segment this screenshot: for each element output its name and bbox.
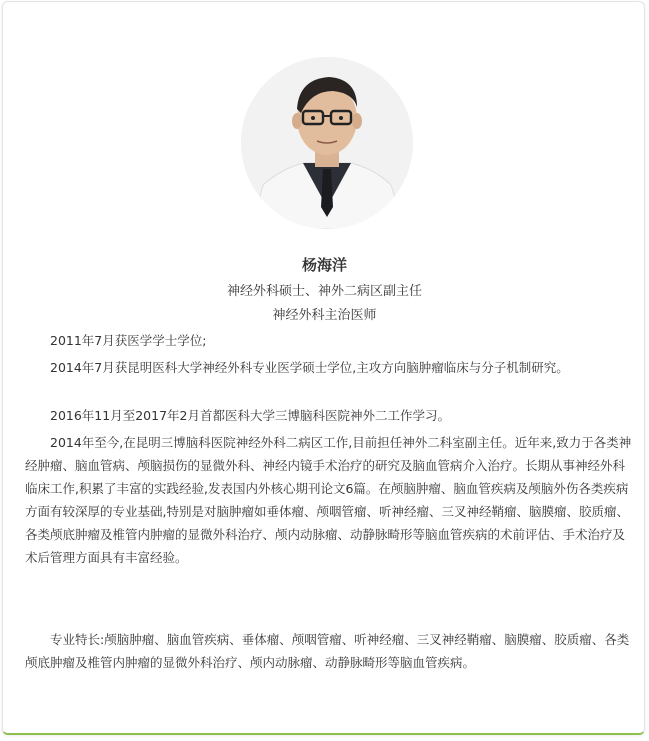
bio-paragraph-training: 2016年11月至2017年2月首都医科大学三博脑科医院神外二工作学习。	[50, 408, 450, 423]
doctor-title-primary: 神经外科硕士、神外二病区副主任	[226, 284, 422, 299]
doctor-title-secondary: 神经外科主治医师	[272, 308, 377, 323]
bio-paragraph-education-master: 2014年7月获昆明医科大学神经外科专业医学硕士学位,主攻方向脑肿瘤临床与分子机制研究。	[50, 360, 569, 375]
doctor-name: 杨海洋	[301, 256, 347, 274]
bio-paragraph-education-bachelor: 2011年7月获医学学士学位;	[50, 333, 207, 348]
doctor-photo	[241, 57, 413, 229]
bio-paragraph-specialty: 专业特长:颅脑肿瘤、脑血管疾病、垂体瘤、颅咽管瘤、听神经瘤、三叉神经鞘瘤、脑膜瘤、胶质瘤、各类颅底肿瘤及椎管内肿瘤的显微外科治疗、颅内动脉瘤、动静脉畸形等脑血管疾病。	[25, 632, 630, 670]
bio-paragraph-career: 2014年至今,在昆明三博脑科医院神经外科二病区工作,目前担任神外二科室副主任。近年来,致力于各类神经肿瘤、脑血管病、颅脑损伤的显微外科、神经内镜手术治疗的研究及脑血管病介入治疗。长期从事神经外科临床工作,积累了丰富的实践经验,发表国内外核心期刊论文6篇。在颅脑肿瘤、脑血管疾病及颅脑外伤各类疾病方面有较深厚的专业基础,特别是对脑肿瘤如垂体瘤、颅咽管瘤、听神经瘤、三叉神经鞘瘤、脑膜瘤、胶质瘤、各类颅底肿瘤及椎管内肿瘤的显微外科治疗、颅内动脉瘤、动静脉畸形等脑血管疾病的术前评估、手术治疗及术后管理方面具有丰富经验。	[25, 435, 632, 565]
doctor-portrait-image	[241, 57, 413, 229]
